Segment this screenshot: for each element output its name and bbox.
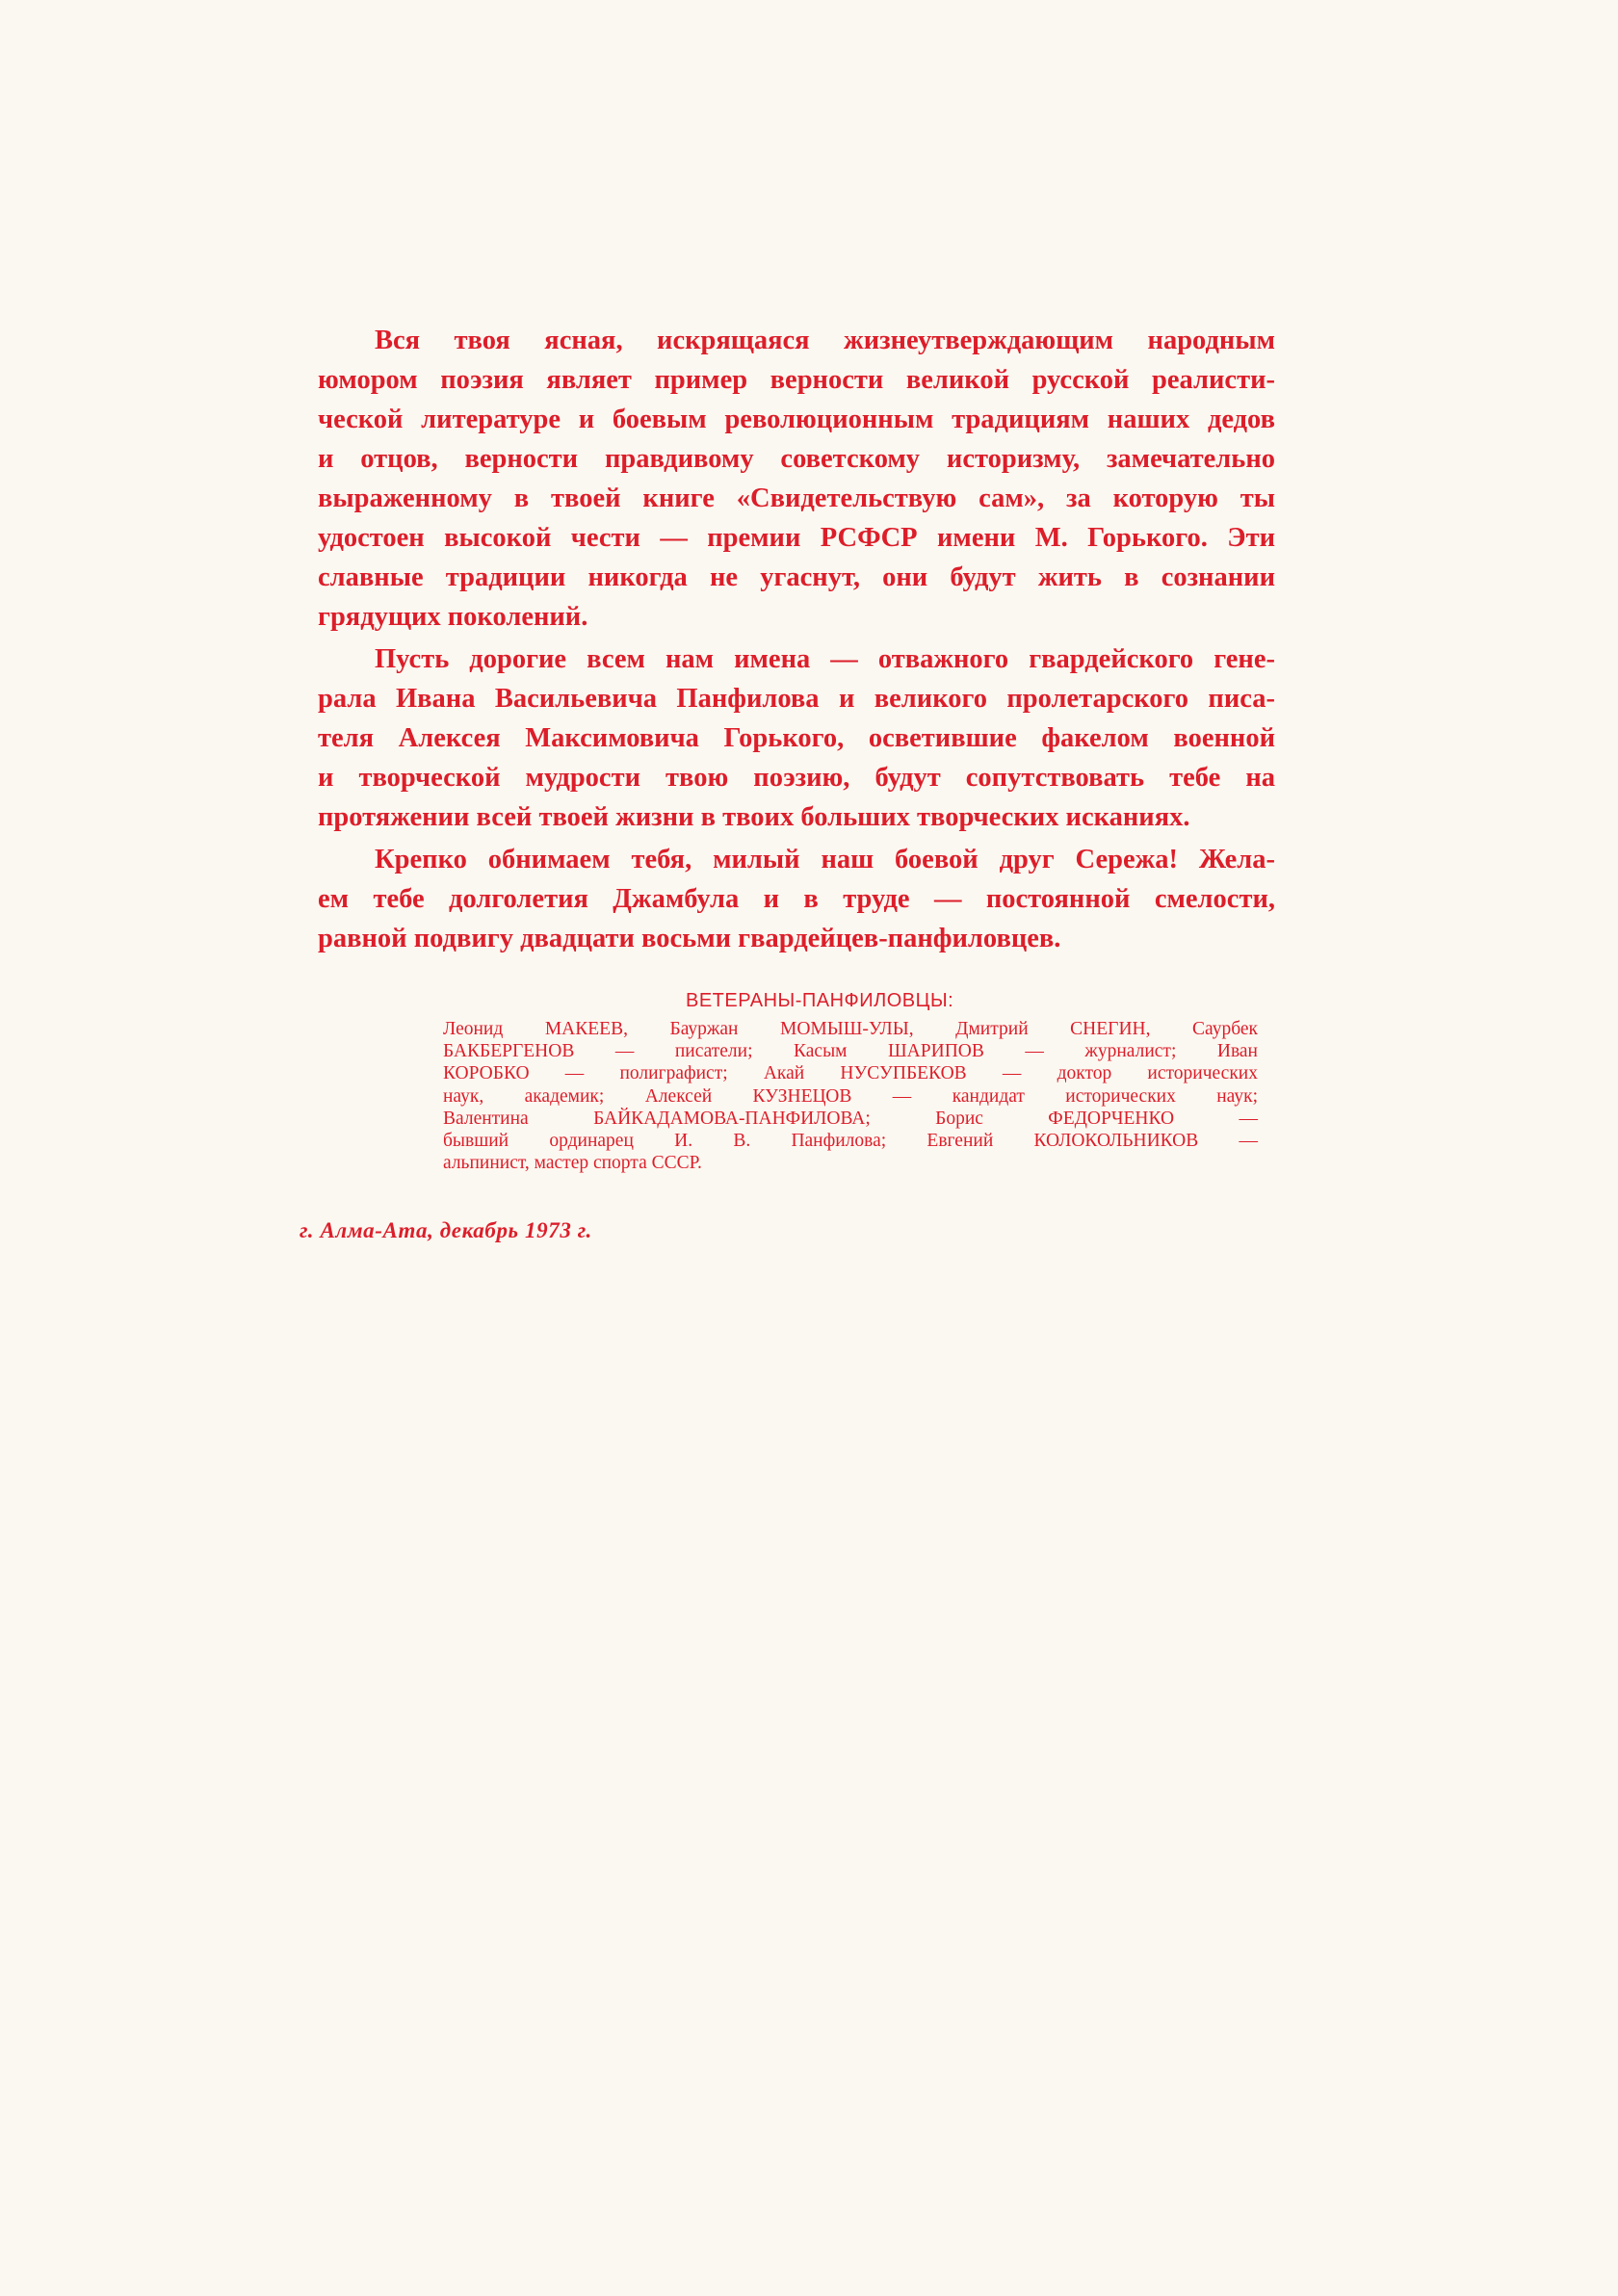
signatures-heading: ВЕТЕРАНЫ-ПАНФИЛОВЦЫ:: [686, 990, 954, 1011]
paragraph-line: грядущих поколений.: [318, 602, 588, 632]
paragraph-line: ческой литературе и боевым революционным традициям наших дедов: [318, 404, 1275, 434]
paragraph-line: ем тебе долголетия Джамбула и в труде — постоянной смелости,: [318, 884, 1275, 914]
signature-line: наук, академик; Алексей КУЗНЕЦОВ — кандидат исторических наук;: [443, 1085, 1258, 1107]
signature-line: БАКБЕРГЕНОВ — писатели; Касым ШАРИПОВ — журналист; Иван: [443, 1041, 1258, 1062]
paragraph-line: и отцов, верности правдивому советскому историзму, замечательно: [318, 444, 1275, 474]
letter-body: [318, 321, 1275, 958]
paragraph-line: Вся твоя ясная, искрящаяся жизнеутверждающим народным: [375, 326, 1275, 355]
paragraph-line: равной подвигу двадцати восьми гвардейцев-панфиловцев.: [318, 924, 1061, 953]
place-and-date: г. Алма-Ата, декабрь 1973 г.: [300, 1218, 592, 1242]
paragraph-1: [318, 321, 1275, 637]
paragraph-line: Пусть дорогие всем нам имена — отважного гвардейского гене-: [375, 644, 1275, 674]
signatures-list: [443, 1018, 1258, 1174]
paragraph-line: рала Ивана Васильевича Панфилова и великого пролетарского писа-: [318, 684, 1275, 714]
paragraph-line: протяжении всей твоей жизни в твоих больших творческих исканиях.: [318, 802, 1190, 832]
signature-line: Валентина БАЙКАДАМОВА-ПАНФИЛОВА; Борис ФЕДОРЧЕНКО —: [443, 1108, 1258, 1129]
paragraph-line: юмором поэзия являет пример верности великой русской реалисти-: [318, 365, 1275, 395]
paragraph-line: и творческой мудрости твою поэзию, будут сопутствовать тебе на: [318, 763, 1275, 793]
signature-line: бывший ординарец И. В. Панфилова; Евгений КОЛОКОЛЬНИКОВ —: [443, 1131, 1258, 1152]
paragraph-3: [318, 840, 1275, 958]
signature-line: КОРОБКО — полиграфист; Акай НУСУПБЕКОВ — доктор исторических: [443, 1063, 1258, 1084]
signature-line: Леонид МАКЕЕВ, Бауржан МОМЫШ-УЛЫ, Дмитрий СНЕГИН, Саурбек: [443, 1019, 1258, 1039]
paragraph-2: [318, 639, 1275, 837]
paragraph-line: славные традиции никогда не угаснут, они будут жить в сознании: [318, 562, 1275, 592]
paragraph-line: выраженному в твоей книге «Свидетельствую сам», за которую ты: [318, 483, 1275, 513]
paragraph-line: Крепко обнимаем тебя, милый наш боевой друг Сережа! Жела-: [375, 845, 1275, 874]
signature-line: альпинист, мастер спорта СССР.: [443, 1153, 702, 1174]
paragraph-line: удостоен высокой чести — премии РСФСР имени М. Горького. Эти: [318, 523, 1275, 553]
paragraph-line: теля Алексея Максимовича Горького, осветившие факелом военной: [318, 723, 1275, 753]
